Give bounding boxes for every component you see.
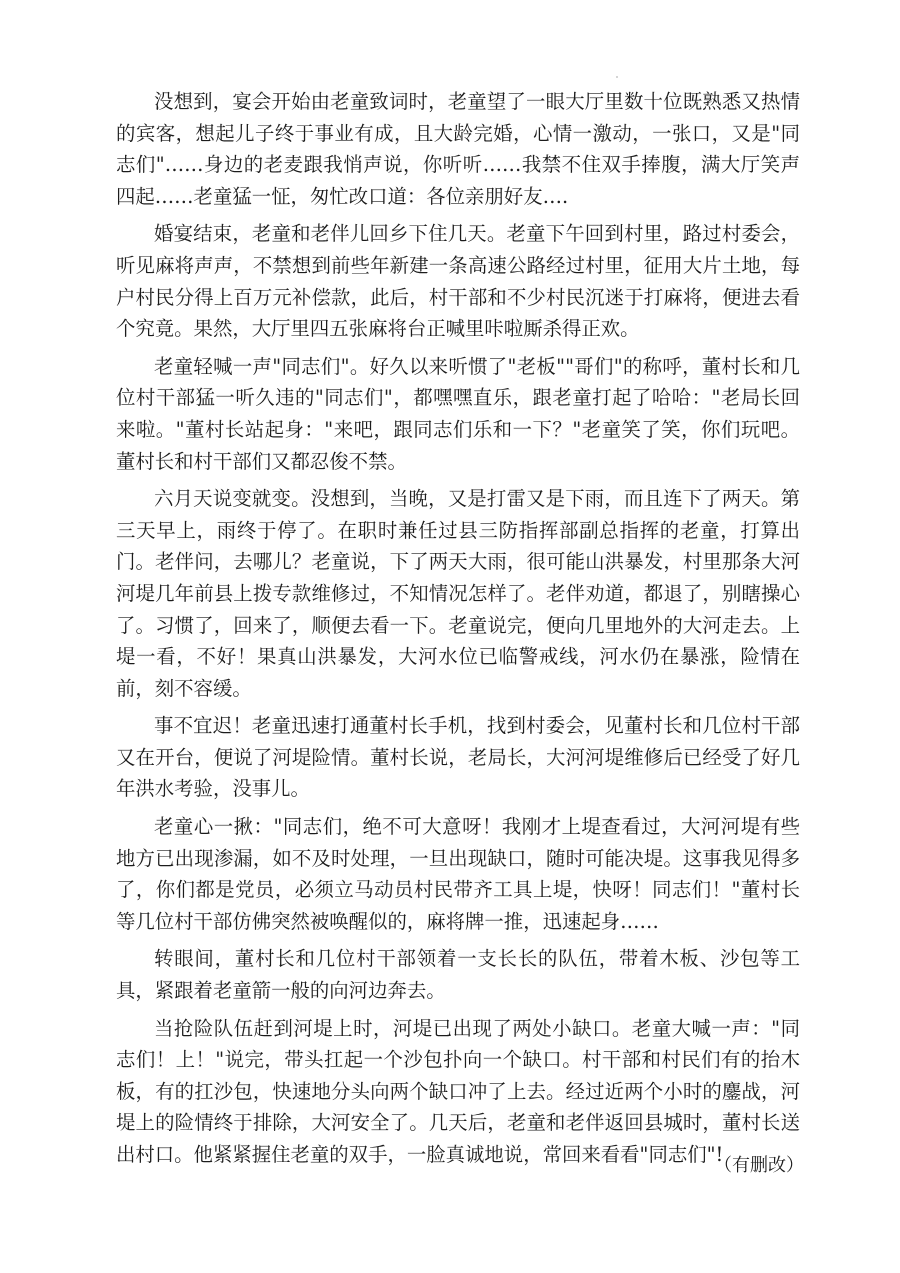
editor-note: （有删改） bbox=[714, 1155, 804, 1176]
story-body bbox=[116, 86, 800, 1177]
paragraph-3: 老童轻喊一声"同志们"。好久以来听惯了"老板""哥们"的称呼，董村长和几位村干部猛一听久违的"同志们"，都嘿嘿直乐，跟老童打起了哈哈："老局长回来啦。"董村长站起身："来吧，跟同志们乐和一下？"老童笑了笑，你们玩吧。董村长和村干部们又都忍俊不禁。 bbox=[116, 354, 800, 473]
paragraph-6: 老童心一揪："同志们，绝不可大意呀！我刚才上堤查看过，大河河堤有些地方已出现渗漏，如不及时处理，一旦出现缺口，随时可能决堤。这事我见得多了，你们都是党员，必须立马动员村民带齐工具上堤，快呀！同志们！"董村长等几位村干部仿佛突然被唤醒似的，麻将牌一推，迅速起身…… bbox=[116, 815, 800, 933]
paragraph-5: 事不宜迟！老童迅速打通董村长手机，找到村委会，见董村长和几位村干部又在开台，便说了河堤险情。董村长说，老局长，大河河堤维修后已经受了好几年洪水考验，没事儿。 bbox=[116, 714, 800, 801]
paragraph-2: 婚宴结束，老童和老伴儿回乡下住几天。老童下午回到村里，路过村委会，听见麻将声声，不禁想到前些年新建一条高速公路经过村里，征用大片土地，每户村民分得上百万元补偿款，此后，村干部和不少村民沉迷于打麻将，便进去看个究竟。果然，大厅里四五张麻将台正喊里咔啦厮杀得正欢。 bbox=[116, 222, 800, 341]
paragraph-1: 没想到，宴会开始由老童致词时，老童望了一眼大厅里数十位既熟悉又热情的宾客，想起儿子终于事业有成，且大龄完婚，心情一激动，一张口，又是"同志们"……身边的老麦跟我悄声说，你听听……我禁不住双手捧腹，满大厅笑声四起……老童猛一怔，匆忙改口道：各位亲朋好友…. bbox=[116, 90, 800, 208]
paragraph-8: 当抢险队伍赶到河堤上时，河堤已出现了两处小缺口。老童大喊一声："同志们！上！"说完，带头扛起一个沙包扑向一个缺口。村干部和村民们有的抬木板，有的扛沙包，快速地分头向两个缺口冲了上去。经过近两个小时的鏖战，河堤上的险情终于排除，大河安全了。几天后，老童和老伴返回县城时，董村长送出村口。他紧紧握住老童的双手，一脸真诚地说，常回来看看"同志们"! bbox=[116, 1016, 800, 1166]
paragraph-7: 转眼间，董村长和几位村干部领着一支长长的队伍，带着木板、沙包等工具，紧跟着老童箭一般的向河边奔去。 bbox=[116, 947, 800, 1003]
scan-speck bbox=[616, 76, 618, 78]
paragraph-4: 六月天说变就变。没想到，当晚，又是打雷又是下雨，而且连下了两天。第三天早上，雨终于停了。在职时兼任过县三防指挥部副总指挥的老童，打算出门。老伴问，去哪儿？老童说，下了两天大雨，很可能山洪暴发，村里那条大河河堤几年前县上拨专款维修过，不知情况怎样了。老伴劝道，都退了，别瞎操心了。习惯了，回来了，顺便去看一下。老童说完，便向几里地外的大河走去。上堤一看，不好！果真山洪暴发，大河水位已临警戒线，河水仍在暴涨，险情在前，刻不容缓。 bbox=[116, 487, 800, 700]
